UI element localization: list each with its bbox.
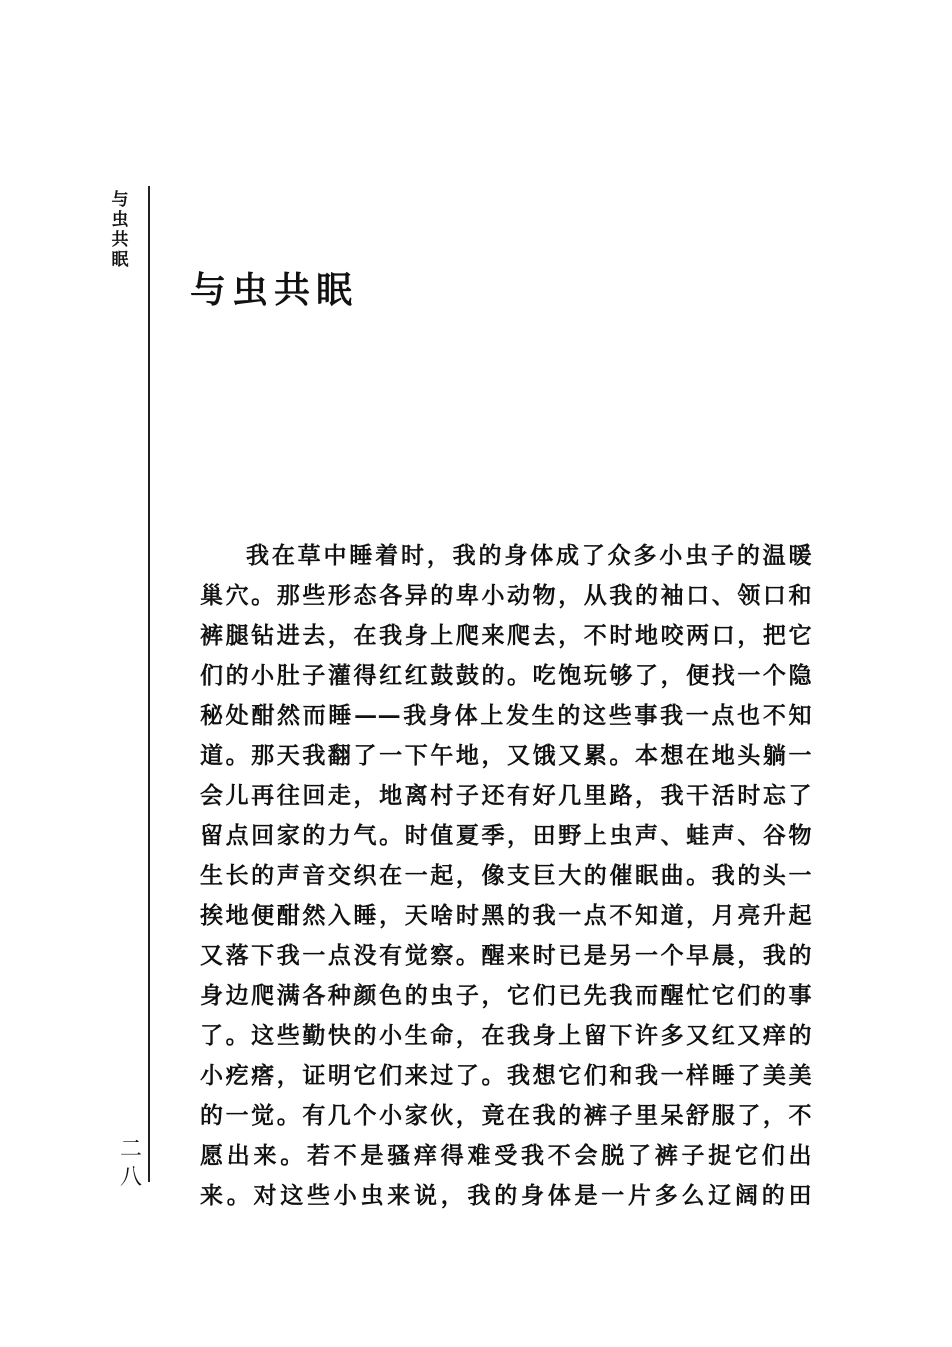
text-line: 会儿再往回走，地离村子还有好几里路，我干活时忘了	[200, 782, 812, 809]
running-head-char: 虫	[111, 210, 129, 230]
text-line: 了。这些勤快的小生命，在我身上留下许多又红又痒的	[200, 1022, 812, 1049]
text-line: 我在草中睡着时，我的身体成了众多小虫子的温暖	[246, 542, 812, 569]
margin-rule	[148, 186, 150, 1182]
text-line: 又落下我一点没有觉察。醒来时已是另一个早晨，我的	[200, 942, 812, 969]
text-line: 来。对这些小虫来说，我的身体是一片多么辽阔的田	[200, 1182, 812, 1209]
text-line: 留点回家的力气。时值夏季，田野上虫声、蛙声、谷物	[200, 822, 812, 849]
text-line: 巢穴。那些形态各异的卑小动物，从我的袖口、领口和	[200, 582, 812, 609]
text-line: 的一觉。有几个小家伙，竟在我的裤子里呆舒服了，不	[200, 1102, 812, 1129]
text-line: 生长的声音交织在一起，像支巨大的催眠曲。我的头一	[200, 862, 812, 889]
text-line: 身边爬满各种颜色的虫子，它们已先我而醒忙它们的事	[200, 982, 812, 1009]
text-line: 裤腿钻进去，在我身上爬来爬去，不时地咬两口，把它	[200, 622, 812, 649]
running-head	[110, 190, 130, 270]
text-line: 挨地便酣然入睡，天啥时黑的我一点不知道，月亮升起	[200, 902, 812, 929]
page-number-char: 八	[119, 1165, 142, 1190]
text-line: 道。那天我翻了一下午地，又饿又累。本想在地头躺一	[200, 742, 812, 769]
text-line: 们的小肚子灌得红红鼓鼓的。吃饱玩够了，便找一个隐	[200, 662, 812, 689]
chapter-title: 与虫共眠	[190, 270, 359, 311]
running-head-char: 与	[111, 190, 129, 210]
text-line: 愿出来。若不是骚痒得难受我不会脱了裤子捉它们出	[200, 1142, 812, 1169]
running-head-char: 眠	[111, 250, 129, 270]
body-text	[200, 536, 812, 1216]
text-line: 小疙瘩，证明它们来过了。我想它们和我一样睡了美美	[200, 1062, 812, 1089]
text-line: 秘处酣然而睡——我身体上发生的这些事我一点也不知	[200, 702, 812, 729]
page-number-char: 二	[119, 1137, 142, 1162]
running-head-char: 共	[111, 230, 129, 250]
page-number	[118, 1136, 144, 1192]
